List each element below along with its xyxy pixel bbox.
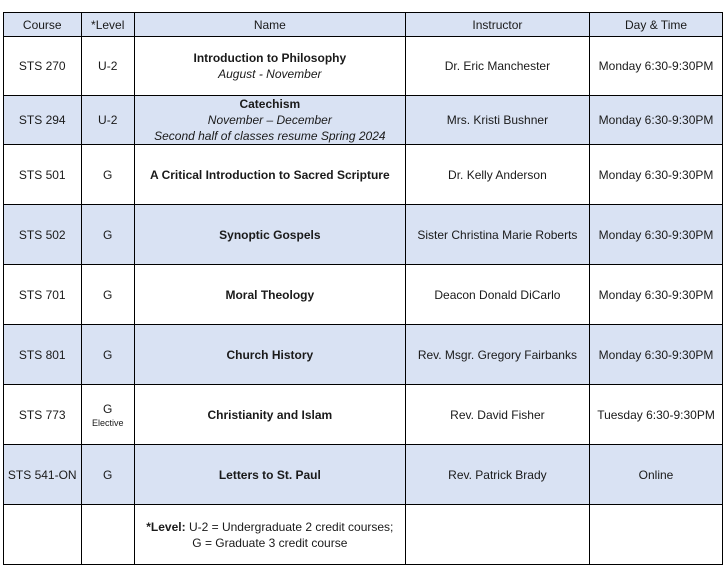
course-code: STS 294 [4,96,82,145]
empty-cell [405,505,589,565]
course-day-time: Monday 6:30-9:30PM [590,37,723,96]
course-code: STS 270 [4,37,82,96]
course-row-sts-270 [4,37,723,96]
course-note: Second half of classes resume Spring 2024 [154,129,386,143]
course-name: Christianity and Islam [207,407,333,422]
course-name-cell [134,325,405,385]
header-day-time: Day & Time [590,13,723,37]
course-instructor: Dr. Eric Manchester [405,37,589,96]
course-name: Moral Theology [225,287,315,302]
course-level: U-2 [81,37,134,96]
course-level-note: Elective [91,417,124,428]
level-legend-graduate: G = Graduate 3 credit course [192,535,348,550]
course-instructor: Rev. David Fisher [405,385,589,445]
course-name-cell [134,445,405,505]
course-dates: November – December [207,113,332,127]
course-day-time: Monday 6:30-9:30PM [590,265,723,325]
course-day-time: Tuesday 6:30-9:30PM [590,385,723,445]
course-level: G [81,265,134,325]
course-row-sts-294 [4,96,723,145]
footnote-row [4,505,723,565]
level-legend-line-1 [137,519,403,535]
course-code: STS 801 [4,325,82,385]
course-name: Catechism [239,97,301,111]
course-name-cell [134,37,405,96]
course-instructor: Dr. Kelly Anderson [405,145,589,205]
course-schedule-table [3,12,723,565]
course-instructor: Rev. Patrick Brady [405,445,589,505]
course-name-cell [134,385,405,445]
course-name: Church History [226,347,314,362]
level-legend-undergrad: U-2 = Undergraduate 2 credit courses; [185,519,394,534]
level-legend-key: *Level: [146,519,186,534]
empty-cell [590,505,723,565]
course-level: G [81,445,134,505]
course-dates: August - November [218,67,322,81]
header-course: Course [4,13,82,37]
course-name: Introduction to Philosophy [193,51,347,65]
course-row-sts-801 [4,325,723,385]
course-code: STS 501 [4,145,82,205]
header-level: *Level [81,13,134,37]
course-name: A Critical Introduction to Sacred Scripture [150,167,390,182]
empty-cell [4,505,82,565]
course-day-time: Monday 6:30-9:30PM [590,96,723,145]
course-code: STS 773 [4,385,82,445]
empty-cell [81,505,134,565]
course-instructor: Sister Christina Marie Roberts [405,205,589,265]
course-row-sts-501 [4,145,723,205]
course-code: STS 541-ON [4,445,82,505]
course-instructor: Deacon Donald DiCarlo [405,265,589,325]
header-row [4,13,723,37]
course-code: STS 701 [4,265,82,325]
course-day-time: Online [590,445,723,505]
course-day-time: Monday 6:30-9:30PM [590,205,723,265]
course-name: Synoptic Gospels [219,227,321,242]
course-level: G [103,401,113,416]
course-name-cell [134,205,405,265]
level-legend-cell [134,505,405,565]
course-name-cell [134,96,405,145]
header-instructor: Instructor [405,13,589,37]
course-name-cell [134,145,405,205]
course-level: U-2 [81,96,134,145]
course-name: Letters to St. Paul [218,467,321,482]
course-level: G [81,145,134,205]
course-row-sts-502 [4,205,723,265]
course-level: G [81,325,134,385]
course-row-sts-701 [4,265,723,325]
course-instructor: Mrs. Kristi Bushner [405,96,589,145]
course-level-cell [81,385,134,445]
course-day-time: Monday 6:30-9:30PM [590,325,723,385]
header-name: Name [134,13,405,37]
course-instructor: Rev. Msgr. Gregory Fairbanks [405,325,589,385]
course-row-sts-773 [4,385,723,445]
course-name-cell [134,265,405,325]
course-row-sts-541-on [4,445,723,505]
course-level: G [81,205,134,265]
course-day-time: Monday 6:30-9:30PM [590,145,723,205]
course-code: STS 502 [4,205,82,265]
